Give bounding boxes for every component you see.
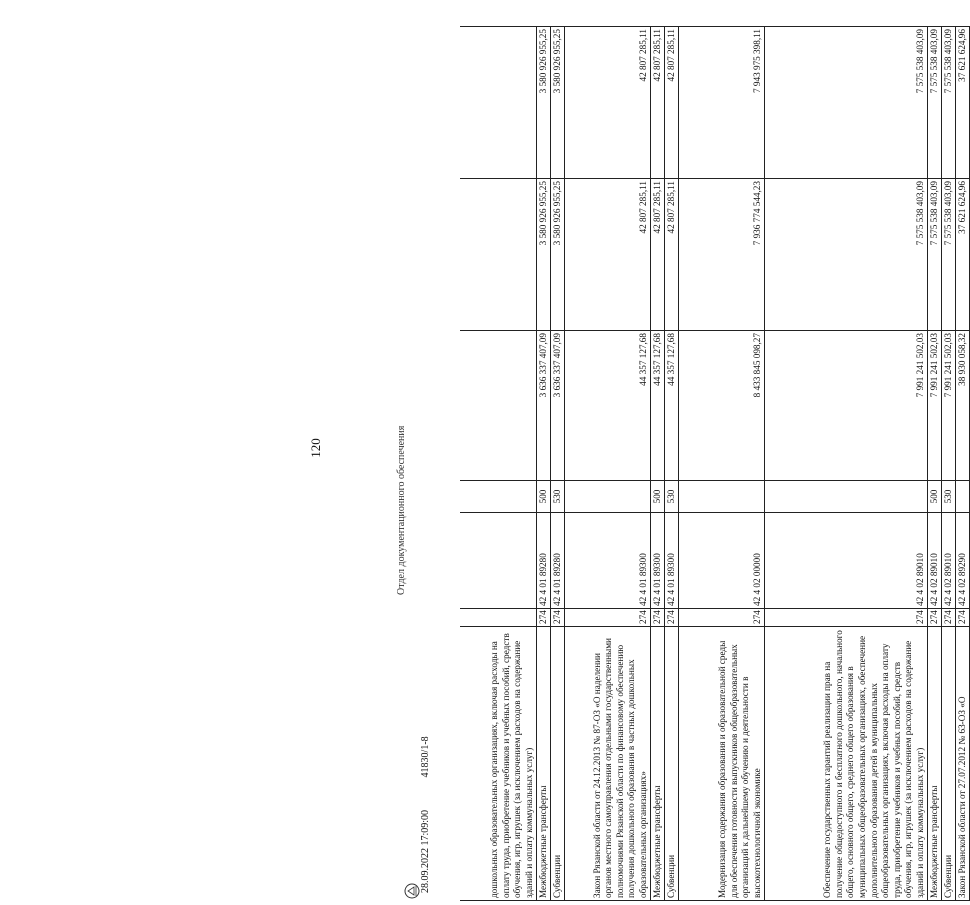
cell-csr: 42 4 02 00000: [678, 513, 764, 609]
cell-ved: 274: [664, 609, 678, 627]
cell-sum1: 7 991 241 502,03: [764, 331, 927, 481]
cell-sum1: 8 433 845 098,27: [678, 331, 764, 481]
footer-registration: [420, 706, 431, 893]
cell-vr: [764, 481, 927, 513]
cell-sum3: 42 807 285,11: [650, 27, 664, 179]
cell-sum1: 44 357 127,68: [664, 331, 678, 481]
table-row: [536, 27, 550, 901]
table-row: [550, 27, 564, 901]
cell-csr: 42 4 02 89010: [927, 513, 941, 609]
cell-sum1: 3 636 337 407,09: [550, 331, 564, 481]
cell-name: Межбюджетные трансферты: [650, 627, 664, 901]
cell-name: Межбюджетные трансферты: [927, 627, 941, 901]
footer-doc-number: 41830/1-8: [420, 736, 431, 778]
cell-sum2: 7 575 538 403,09: [941, 179, 955, 331]
cell-ved: 274: [941, 609, 955, 627]
cell-ved: 274: [678, 609, 764, 627]
table-row: [941, 27, 955, 901]
cell-csr: 42 4 01 89300: [564, 513, 650, 609]
table-row: [927, 27, 941, 901]
cell-vr: [460, 481, 536, 513]
cell-vr: 530: [941, 481, 955, 513]
cell-sum2: 3 580 926 955,25: [536, 179, 550, 331]
cell-sum2: [460, 179, 536, 331]
cell-vr: 530: [550, 481, 564, 513]
cell-csr: [460, 513, 536, 609]
footer-department: Отдел документационного обеспечения: [396, 425, 407, 595]
cell-ved: 274: [536, 609, 550, 627]
table-row: [955, 27, 969, 901]
cell-sum3: 7 575 538 403,09: [927, 27, 941, 179]
cell-name: Обеспечение государственных гарантий реализации прав на получение общедоступного и бесплатного дошкольного, начального общего, основного общего, среднего общего образования в муниципальных общеобразовательных организациях, обеспечение дополнительного образования детей в муниципальных общеобразовательных организациях, включая расходы на оплату труда, приобретение учебников и учебных пособий, средств обучения, игр, игрушек (за исключением расходов на содержание зданий и оплату коммунальных услуг): [764, 627, 927, 901]
cell-ved: [460, 609, 536, 627]
cell-csr: 42 4 02 89290: [955, 513, 969, 609]
cell-name: Закон Рязанской области от 24.12.2013 № 87-ОЗ «О наделении органов местного самоуправления отдельными государственными полномочиями Рязанской области по финансовому обеспечению получения дошкольного образования в частных дошкольных образовательных организациях»: [564, 627, 650, 901]
table-row: [460, 27, 536, 901]
page-number: 120: [308, 438, 323, 458]
cell-sum3: 3 580 926 955,25: [536, 27, 550, 179]
cell-ved: 274: [927, 609, 941, 627]
cell-sum1: 3 636 337 407,09: [536, 331, 550, 481]
table-row: [764, 27, 927, 901]
cell-sum1: 38 930 058,32: [955, 331, 969, 481]
budget-table: [460, 26, 970, 901]
cell-sum2: 3 580 926 955,25: [550, 179, 564, 331]
cell-csr: 42 4 01 89280: [550, 513, 564, 609]
cell-sum3: 7 943 975 398,11: [678, 27, 764, 179]
cell-name: Модернизация содержания образования и образовательной среды для обеспечения готовности выпускников общеобразовательных организаций к дальнейшему обучению и деятельности в высокотехнологичной экономике: [678, 627, 764, 901]
footer-timestamp: 28.09.2022 17:09:00: [420, 809, 431, 893]
cell-sum2: 42 807 285,11: [664, 179, 678, 331]
cell-name: Субвенции: [664, 627, 678, 901]
table-row: [650, 27, 664, 901]
cell-name: Субвенции: [550, 627, 564, 901]
cell-vr: 500: [650, 481, 664, 513]
cell-vr: [955, 481, 969, 513]
cell-ved: 274: [550, 609, 564, 627]
table-body: [460, 27, 969, 901]
cell-sum1: 44 357 127,68: [564, 331, 650, 481]
cell-sum2: 42 807 285,11: [650, 179, 664, 331]
cell-sum1: 7 991 241 502,03: [927, 331, 941, 481]
cell-name: Субвенции: [941, 627, 955, 901]
cell-vr: 500: [927, 481, 941, 513]
cell-sum2: 7 575 538 403,09: [764, 179, 927, 331]
cell-sum3: 7 575 538 403,09: [764, 27, 927, 179]
cell-ved: 274: [564, 609, 650, 627]
cell-name: Закон Рязанской области от 27.07.2012 № 63-ОЗ «О: [955, 627, 969, 901]
cell-sum1: [460, 331, 536, 481]
cell-csr: 42 4 01 89300: [664, 513, 678, 609]
cell-sum2: 37 621 624,96: [955, 179, 969, 331]
cell-sum2: 7 575 538 403,09: [927, 179, 941, 331]
table-row: [678, 27, 764, 901]
cell-vr: [678, 481, 764, 513]
cell-sum3: 42 807 285,11: [564, 27, 650, 179]
cell-sum1: 7 991 241 502,03: [941, 331, 955, 481]
cell-sum3: 37 621 624,96: [955, 27, 969, 179]
cell-sum3: 42 807 285,11: [664, 27, 678, 179]
cell-ved: 274: [650, 609, 664, 627]
cell-sum3: 3 580 926 955,25: [550, 27, 564, 179]
cell-csr: 42 4 02 89010: [764, 513, 927, 609]
cell-name: дошкольных образовательных организациях, включая расходы на оплату труда, приобретение учебников и учебных пособий, средств обучения, игр, игрушек (за исключением расходов на содержание зданий и оплату коммунальных услуг): [460, 627, 536, 901]
cell-sum2: 42 807 285,11: [564, 179, 650, 331]
cell-csr: 42 4 02 89010: [941, 513, 955, 609]
cell-sum3: 7 575 538 403,09: [941, 27, 955, 179]
cell-name: Межбюджетные трансферты: [536, 627, 550, 901]
cell-vr: [564, 481, 650, 513]
cell-vr: 530: [664, 481, 678, 513]
table-row: [664, 27, 678, 901]
cell-csr: 42 4 01 89280: [536, 513, 550, 609]
cell-sum1: 44 357 127,68: [650, 331, 664, 481]
seal-icon: [404, 883, 420, 899]
cell-ved: 274: [955, 609, 969, 627]
cell-vr: 500: [536, 481, 550, 513]
cell-sum2: 7 936 774 544,23: [678, 179, 764, 331]
cell-sum3: [460, 27, 536, 179]
cell-ved: 274: [764, 609, 927, 627]
table-row: [564, 27, 650, 901]
cell-csr: 42 4 01 89300: [650, 513, 664, 609]
